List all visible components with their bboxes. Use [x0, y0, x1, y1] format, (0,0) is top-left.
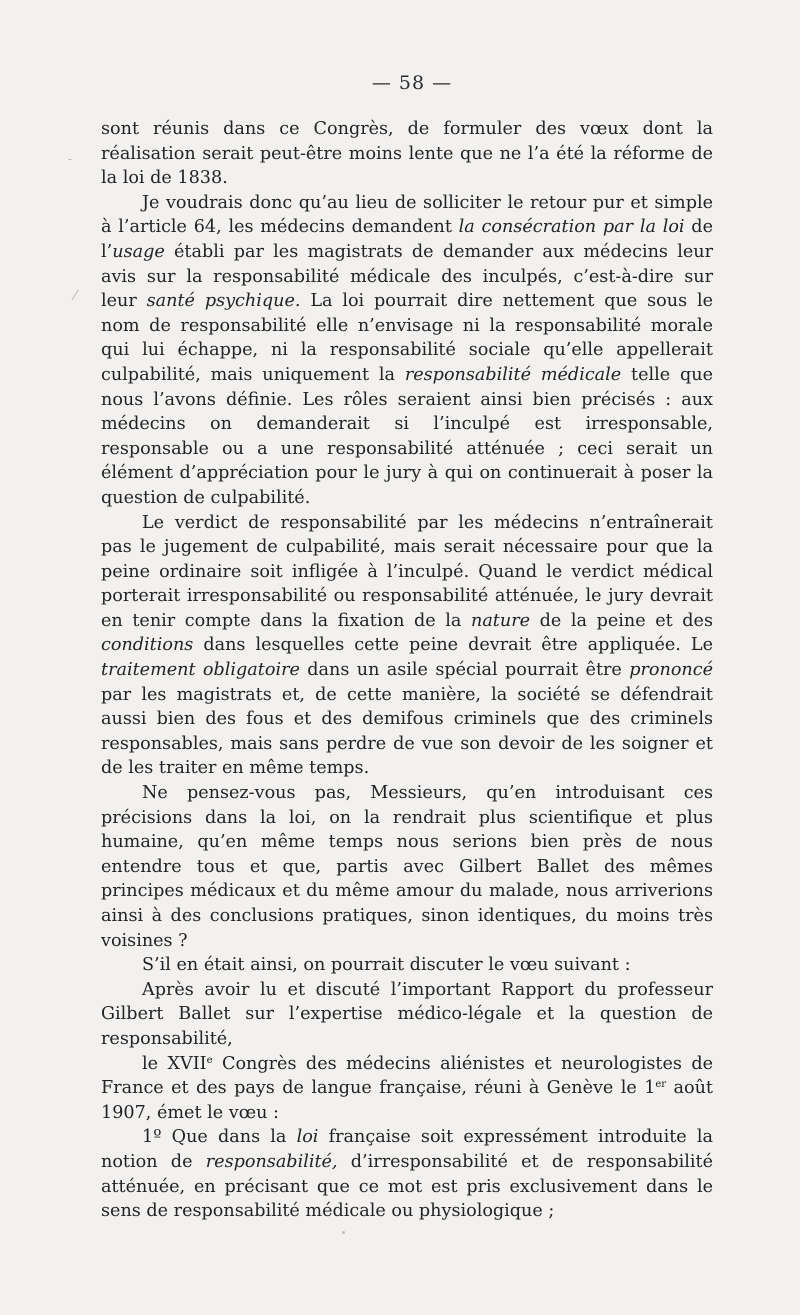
- paragraph-1: sont réunis dans ce Congrès, de formuler des vœux dont la réalisation serait peut-être moins lente que ne l’a été la réforme de la loi de 1838.: [101, 119, 713, 189]
- margin-mark: -: [68, 152, 73, 166]
- emphasis: responsabilité médicale: [404, 364, 622, 385]
- emphasis: responsabilité,: [205, 1151, 338, 1172]
- page-number: — 58 —: [371, 72, 453, 94]
- paragraph-7: le XVIIe Congrès des médecins aliénistes et neurologistes de France et des pays de langue française, réuni à Genève le 1er août 1907, émet le vœu :: [101, 1053, 714, 1123]
- speck: [342, 1231, 345, 1234]
- emphasis: la consécration par la loi: [458, 217, 685, 238]
- body-text: [101, 117, 713, 1224]
- paragraph-5: S’il en était ainsi, on pourrait discuter le vœu suivant :: [142, 955, 631, 976]
- emphasis: conditions: [101, 635, 194, 656]
- margin-pencil-mark: ⁄: [74, 288, 77, 304]
- emphasis: loi: [296, 1127, 319, 1148]
- paragraph-4: Ne pensez-vous pas, Messieurs, qu’en introduisant ces précisions dans la loi, on la rendrait plus scientifique et plus humaine, qu’en même temps nous serions bien près de nous entendre tous et que, partis avec Gilbert Ballet des mêmes principes médicaux et du même amour du malade, nous arriverions ainsi à des conclusions pratiques, sinon identiques, du moins très voisines ?: [101, 783, 713, 951]
- paragraph-3: Le verdict de responsabilité par les médecins n’entraînerait pas le jugement de culpabilité, mais serait nécessaire pour que la peine ordinaire soit infligée à l’inculpé. Quand le verdict médical porterait irresponsabilité ou responsabilité atténuée, le jury devrait en tenir compte dans la fixation de la nature de la peine et des conditions dans lesquelles cette peine devrait être appliquée. Le traitement obligatoire dans un asile spécial pourrait être prononcé par les magistrats et, de cette manière, la société se défendrait aussi bien des fous et des demifous criminels que des criminels responsables, mais sans perdre de vue son devoir de les soigner et de les traiter en même temps.: [101, 512, 714, 779]
- emphasis: nature: [470, 610, 531, 631]
- paragraph-6: Après avoir lu et discuté l’important Rapport du professeur Gilbert Ballet sur l’expertise médico-légale et la question de responsabilité,: [101, 979, 713, 1049]
- emphasis: traitement obligatoire: [101, 660, 300, 681]
- emphasis: santé psychique.: [146, 291, 301, 312]
- emphasis: usage: [112, 241, 165, 262]
- paragraph-8: 1º Que dans la loi française soit expressément introduite la notion de responsabilité, d’irresponsabilité et de responsabilité atténuée, en précisant que ce mot est pris exclusivement dans le sens de responsabilité médicale ou physiologique ;: [101, 1127, 713, 1222]
- paragraph-2: Je voudrais donc qu’au lieu de solliciter le retour pur et simple à l’article 64, les médecins demandent la consécration par la loi de l’usage établi par les magistrats de demander aux médecins leur avis sur la responsabilité médicale des inculpés, c’est-à-dire sur leur santé psychique. La loi pourrait dire nettement que sous le nom de responsabilité elle n’envisage ni la responsabilité morale qui lui échappe, ni la responsabilité sociale qu’elle appellerait culpabilité, mais uniquement la responsabilité médicale telle que nous l’avons définie. Les rôles seraient ainsi bien précisés : aux médecins on demanderait si l’inculpé est irresponsable, responsable ou a une responsabilité atténuée ; ceci serait un élément d’appréciation pour le jury à qui on continuerait à poser la question de culpabilité.: [101, 192, 714, 508]
- emphasis: prononcé: [629, 660, 714, 681]
